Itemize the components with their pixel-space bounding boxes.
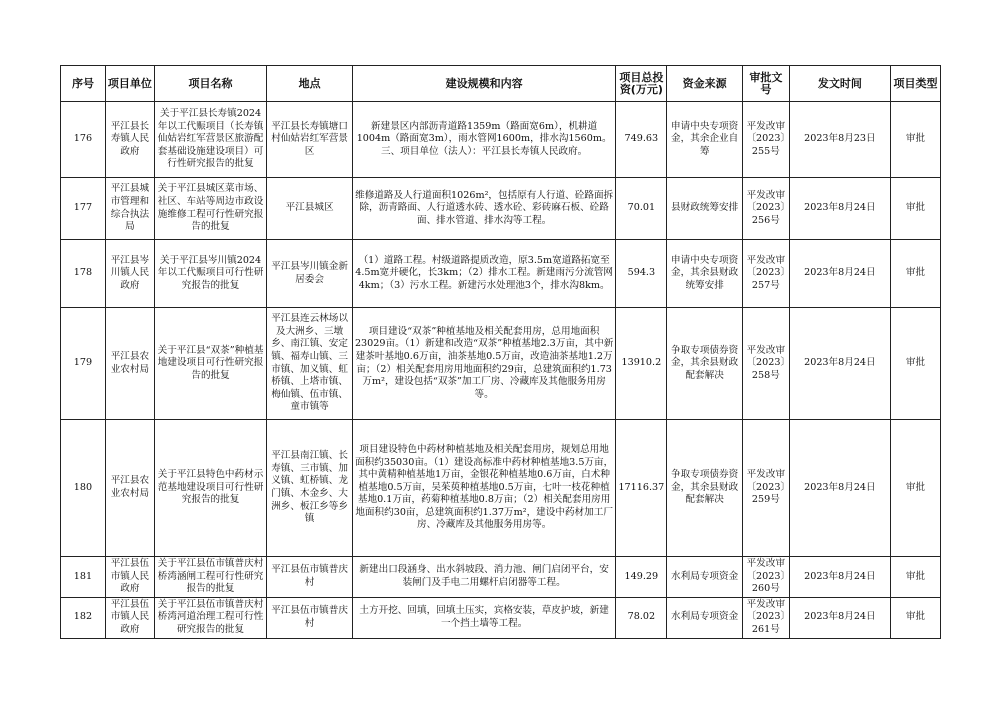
scope-text: 项目建设“双茶”种植基地及相关配套用房，总用地面积23029亩。（1）新建和改造“双茶”种植基地2.3万亩，其中新建茶叶基地0.6万亩，油茶基地0.5万亩，改造油茶基地1.2万亩；（2）相关配套用房用地面积约29亩，总建筑面积约1.73万m²，建设包括“双茶”加工厂房、冷藏库及其他服务用房等。 <box>354 325 614 400</box>
cell-name: 关于平江县岑川镇2024年以工代赈项目可行性研究报告的批复 <box>154 240 266 308</box>
cell-name: 关于平江县伍市镇普庆村桥湾河道治理工程可行性研究报告的批复 <box>154 597 266 638</box>
cell-name: 关于平江县伍市镇普庆村桥湾涵闸工程可行性研究报告的批复 <box>154 557 266 598</box>
cell-funding: 申请中央专项资金，其余县财政统筹安排 <box>667 240 743 308</box>
cell-investment: 594.3 <box>616 240 667 308</box>
cell-approval-doc: 平发改审〔2023〕258号 <box>742 308 789 420</box>
cell-seq: 178 <box>61 240 106 308</box>
cell-funding: 县财政统筹安排 <box>667 178 743 240</box>
cell-approval-doc: 平发改审〔2023〕260号 <box>742 557 789 598</box>
cell-location: 平江县伍市镇普庆村 <box>267 597 353 638</box>
table-row <box>61 308 941 420</box>
cell-approval-doc: 平发改审〔2023〕257号 <box>742 240 789 308</box>
table-row <box>61 178 941 240</box>
cell-date: 2023年8月24日 <box>789 308 890 420</box>
cell-scope <box>352 420 615 557</box>
cell-investment: 13910.2 <box>616 308 667 420</box>
cell-type: 审批 <box>890 557 940 598</box>
cell-unit: 平江县农业农村局 <box>105 420 154 557</box>
cell-unit: 平江县城市管理和综合执法局 <box>105 178 154 240</box>
cell-date: 2023年8月23日 <box>789 102 890 178</box>
table-header-row <box>61 66 941 102</box>
cell-location: 平江县岑川镇金新居委会 <box>267 240 353 308</box>
cell-investment: 17116.37 <box>616 420 667 557</box>
cell-seq: 177 <box>61 178 106 240</box>
cell-funding: 水利局专项资金 <box>667 597 743 638</box>
cell-scope <box>352 178 615 240</box>
cell-type: 审批 <box>890 420 940 557</box>
header-seq: 序号 <box>61 66 106 102</box>
cell-seq: 182 <box>61 597 106 638</box>
cell-location: 平江县城区 <box>267 178 353 240</box>
scope-text: 维修道路及人行道面积1026m²，包括原有人行道、砼路面拆除，沥青路面、人行道透水砖、透水砼、彩砖麻石板、砼路面、排水管道、排水沟等工程。 <box>355 189 614 226</box>
cell-investment: 149.29 <box>616 557 667 598</box>
cell-seq: 176 <box>61 102 106 178</box>
scope-text: 新建出口段涵身、出水斜坡段、消力池、闸门启闭平台，安装闸门及手电二用螺杆启闭器等工程。 <box>359 564 609 588</box>
cell-location: 平江县伍市镇普庆村 <box>267 557 353 598</box>
cell-scope <box>352 308 615 420</box>
cell-seq: 180 <box>61 420 106 557</box>
cell-investment: 70.01 <box>616 178 667 240</box>
cell-location: 平江县南江镇、长寿镇、三市镇、加义镇、虹桥镇、龙门镇、木金乡、大洲乡、板江乡等乡镇 <box>267 420 353 557</box>
table-row <box>61 420 941 557</box>
cell-unit: 平江县农业农村局 <box>105 308 154 420</box>
cell-approval-doc: 平发改审〔2023〕255号 <box>742 102 789 178</box>
cell-investment: 749.63 <box>616 102 667 178</box>
cell-investment: 78.02 <box>616 597 667 638</box>
header-name: 项目名称 <box>154 66 266 102</box>
header-date: 发文时间 <box>789 66 890 102</box>
cell-type: 审批 <box>890 178 940 240</box>
scope-text: 新建景区内部沥青道路1359m（路面宽6m），机耕道1004m（路面宽3m），雨水管网1600m，排水沟1560m。 三、项目单位（法人）：平江县长寿镇人民政府。 <box>356 120 612 157</box>
cell-scope <box>352 597 615 638</box>
table-row <box>61 557 941 598</box>
table-row <box>61 597 941 638</box>
cell-type: 审批 <box>890 308 940 420</box>
cell-name: 关于平江县“双茶”种植基地建设项目可行性研究报告的批复 <box>154 308 266 420</box>
cell-type: 审批 <box>890 240 940 308</box>
scope-text: 土方开挖、回填，回填土压实，宾格安装，草皮护坡，新建一个挡土墙等工程。 <box>359 605 609 629</box>
cell-type: 审批 <box>890 102 940 178</box>
header-investment: 项目总投资(万元) <box>616 66 667 102</box>
cell-funding: 水利局专项资金 <box>667 557 743 598</box>
header-unit: 项目单位 <box>105 66 154 102</box>
cell-unit: 平江县伍市镇人民政府 <box>105 557 154 598</box>
header-location: 地点 <box>267 66 353 102</box>
cell-date: 2023年8月24日 <box>789 557 890 598</box>
cell-funding: 争取专项债券资金，其余县财政配套解决 <box>667 308 743 420</box>
cell-approval-doc: 平发改审〔2023〕261号 <box>742 597 789 638</box>
cell-scope <box>352 102 615 178</box>
cell-name: 关于平江县特色中药材示范基地建设项目可行性研究报告的批复 <box>154 420 266 557</box>
cell-location: 平江县长寿镇塘口村仙姑岩红军营景区 <box>267 102 353 178</box>
table-row <box>61 240 941 308</box>
cell-scope <box>352 240 615 308</box>
cell-name: 关于平江县城区菜市场、社区、车站等周边市政设施维修工程可行性研究报告的批复 <box>154 178 266 240</box>
cell-unit: 平江县伍市镇人民政府 <box>105 597 154 638</box>
cell-scope <box>352 557 615 598</box>
cell-approval-doc: 平发改审〔2023〕256号 <box>742 178 789 240</box>
approval-table <box>60 65 941 639</box>
cell-funding: 申请中央专项资金，其余企业自筹 <box>667 102 743 178</box>
header-approval-doc: 审批文号 <box>742 66 789 102</box>
cell-seq: 181 <box>61 557 106 598</box>
cell-unit: 平江县岑川镇人民政府 <box>105 240 154 308</box>
cell-location: 平江县连云林场以及大洲乡、三墩乡、南江镇、安定镇、福寿山镇、三市镇、加义镇、虹桥镇、上塔市镇、梅仙镇、伍市镇、童市镇等 <box>267 308 353 420</box>
cell-date: 2023年8月24日 <box>789 597 890 638</box>
header-scope: 建设规模和内容 <box>352 66 615 102</box>
header-type: 项目类型 <box>890 66 940 102</box>
table-row <box>61 102 941 178</box>
cell-type: 审批 <box>890 597 940 638</box>
cell-name: 关于平江县长寿镇2024年以工代赈项目（长寿镇仙姑岩红军营景区旅游配套基础设施建设项目）可行性研究报告的批复 <box>154 102 266 178</box>
scope-text: （1）道路工程。村级道路提质改造，原3.5m宽道路拓宽至4.5m宽并硬化，长3km；（2）排水工程。新建雨污分流管网4km；（3）污水工程。新建污水处理池3个，排水沟8km。 <box>355 254 614 291</box>
cell-funding: 争取专项债券资金，其余县财政配套解决 <box>667 420 743 557</box>
cell-unit: 平江县长寿镇人民政府 <box>105 102 154 178</box>
cell-approval-doc: 平发改审〔2023〕259号 <box>742 420 789 557</box>
cell-date: 2023年8月24日 <box>789 420 890 557</box>
cell-seq: 179 <box>61 308 106 420</box>
cell-date: 2023年8月24日 <box>789 240 890 308</box>
header-funding: 资金来源 <box>667 66 743 102</box>
scope-text: 项目建设特色中药材种植基地及相关配套用房，规划总用地面积约35030亩。（1）建设高标准中药材种植基地3.5万亩，其中黄精种植基地1万亩，金银花种植基地0.6万亩，白术种植基地0.5万亩，吴茱萸种植基地0.5万亩，七叶一枝花种植基地0.1万亩，药菊种植基地0.8万亩；（2）相关配套用房用地面积约30亩，总建筑面积约1.37万m²，建设中药材加工厂房、冷藏库及其他服务用房等。 <box>355 443 614 531</box>
cell-date: 2023年8月24日 <box>789 178 890 240</box>
